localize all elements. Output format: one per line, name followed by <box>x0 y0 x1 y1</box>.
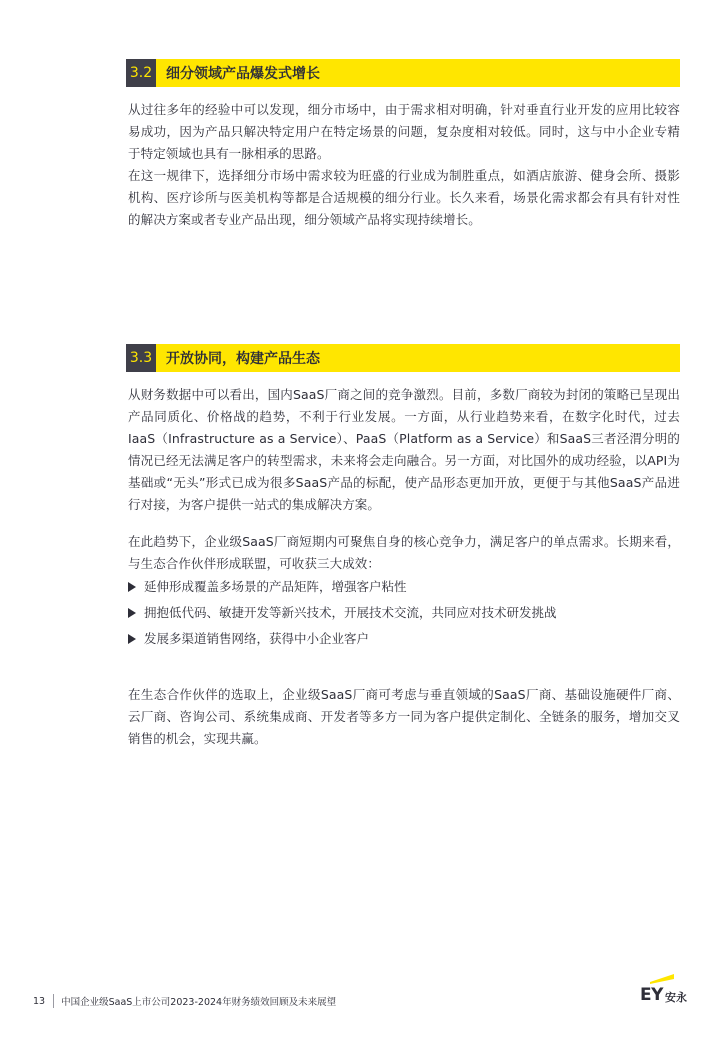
section-number: 3.3 <box>126 344 156 372</box>
bullet-list <box>128 576 680 654</box>
triangle-bullet-icon <box>128 634 136 644</box>
section-title: 开放协同，构建产品生态 <box>166 351 320 367</box>
section-number: 3.2 <box>126 59 156 87</box>
report-title: 中国企业级SaaS上市公司2023-2024年财务绩效回顾及未来展望 <box>61 997 337 1008</box>
triangle-bullet-icon <box>128 582 136 592</box>
paragraph: 从过往多年的经验中可以发现，细分市场中，由于需求相对明确，针对垂直行业开发的应用比较容易成功，因为产品只解决特定用户在特定场景的问题，复杂度相对较低。同时，这与中小企业专精于特定领域也具有一脉相承的思路。 <box>128 102 680 161</box>
ey-logo <box>640 972 692 1006</box>
section-title: 细分领域产品爆发式增长 <box>166 66 320 82</box>
page-number: 13 <box>33 995 46 1007</box>
list-item <box>128 628 680 654</box>
paragraph: 在生态合作伙伴的选取上，企业级SaaS厂商可考虑与垂直领域的SaaS厂商、基础设施硬件厂商、云厂商、咨询公司、系统集成商、开发者等多方一同为客户提供定制化、全链条的服务，增加交叉销售的机会，实现共赢。 <box>128 687 680 746</box>
section-header-3-2 <box>126 59 680 87</box>
ey-brand-text: EY <box>640 985 663 1005</box>
list-item-text: 延伸形成覆盖多场景的产品矩阵，增强客户粘性 <box>144 579 407 594</box>
paragraph: 在此趋势下，企业级SaaS厂商短期内可聚焦自身的核心竞争力，满足客户的单点需求。长期来看，与生态合作伙伴形成联盟，可收获三大成效： <box>128 534 680 571</box>
page-footer <box>33 994 336 1008</box>
list-item <box>128 576 680 602</box>
section-header-3-3 <box>126 344 680 372</box>
triangle-bullet-icon <box>128 608 136 618</box>
list-item-text: 拥抱低代码、敏捷开发等新兴技术，开展技术交流，共同应对技术研发挑战 <box>144 605 557 620</box>
paragraph: 从财务数据中可以看出，国内SaaS厂商之间的竞争激烈。目前，多数厂商较为封闭的策略已呈现出产品同质化、价格战的趋势，不利于行业发展。一方面，从行业趋势来看，在数字化时代，过去IaaS（Infrastructure as a Service）、PaaS（Platform as a Service）和SaaS三者泾渭分明的情况已经无法满足客户的转型需求，未来将会走向融合。另一方面，对比国外的成功经验，以API为基础或“无头”形式已成为很多SaaS产品的标配，使产品形态更加开放，更便于与其他SaaS产品进行对接，为客户提供一站式的集成解决方案。 <box>128 387 680 512</box>
ey-chinese-name: 安永 <box>665 991 687 1004</box>
paragraph: 在这一规律下，选择细分市场中需求较为旺盛的行业成为制胜重点，如酒店旅游、健身会所、摄影机构、医疗诊所与医美机构等都是合适规模的细分行业。长久来看，场景化需求都会有具有针对性的解决方案或者专业产品出现，细分领域产品将实现持续增长。 <box>128 168 680 227</box>
list-item <box>128 602 680 628</box>
footer-divider <box>53 994 54 1008</box>
list-item-text: 发展多渠道销售网络，获得中小企业客户 <box>144 631 370 646</box>
